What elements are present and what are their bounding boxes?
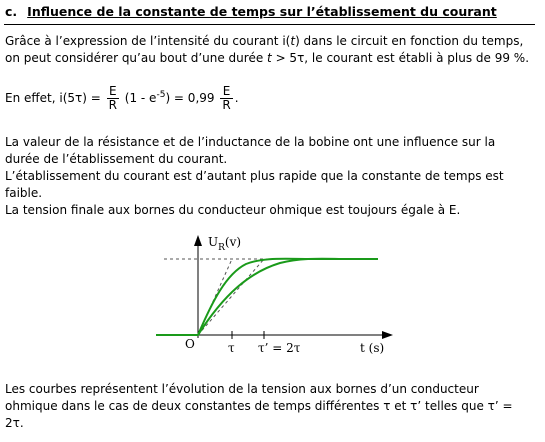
fraction-denominator: R — [108, 98, 117, 112]
heading-divider — [4, 24, 535, 25]
intro-var-t2: t — [267, 51, 272, 65]
intro-var-t: t — [290, 34, 296, 48]
x-axis-label: t (s) — [360, 341, 385, 355]
intro-text-2: ) dans le circuit en fonction du temps, on peut considérer qu’au bout d’une durée — [5, 34, 524, 65]
paragraph-1: La valeur de la résistance et de l’inductance de la bobine ont une influence sur la durée de l’établissement du courant. — [5, 135, 496, 166]
section-heading — [5, 4, 497, 19]
formula-result: ) = 0,99 — [165, 91, 219, 105]
tick-label-tau-prime: τ’ = 2τ — [258, 341, 301, 355]
origin-label: O — [185, 337, 195, 351]
paragraph-2: L’établissement du courant est d’autant plus rapide que la constante de temps est faible. — [5, 169, 504, 200]
formula-exponent: -5 — [156, 90, 166, 100]
y-axis-arrow — [194, 235, 202, 246]
section-number: c. — [5, 4, 18, 19]
fraction2-denominator: R — [222, 98, 231, 112]
x-axis-arrow — [382, 331, 393, 339]
fraction2-numerator: E — [220, 85, 232, 99]
formula-end: . — [234, 91, 239, 105]
fraction-numerator: E — [107, 85, 119, 99]
formula-lead: En effet, i(5τ) = — [5, 91, 105, 105]
tangent-tau-prime — [198, 259, 264, 335]
section-title: Influence de la constante de temps sur l’établissement du courant — [27, 4, 497, 19]
paragraph-3: La tension finale aux bornes du conducteur ohmique est toujours égale à E. — [5, 203, 461, 217]
conclusion-paragraph: Les courbes représentent l’évolution de la tension aux bornes d’un conducteur ohmique dans le cas de deux constantes de temps différentes τ et τ’ telles que τ’ = 2τ. — [5, 382, 513, 430]
fraction-e-over-r — [107, 85, 119, 112]
intro-paragraph — [5, 33, 533, 67]
voltage-rise-diagram — [150, 230, 400, 360]
tick-label-tau: τ — [228, 341, 235, 355]
curve-tau — [156, 259, 378, 335]
intro-text-1: Grâce à l’expression de l’intensité du courant i( — [5, 34, 291, 48]
formula-line — [5, 85, 239, 112]
y-axis-label: $U_R(v)$ — [208, 235, 242, 253]
formula-mid: (1 - e — [124, 91, 157, 105]
curve-tau-prime — [198, 259, 378, 335]
intro-condition: > 5τ, le courant est établi à plus de 99 %. — [271, 51, 530, 65]
fraction-e-over-r-2 — [220, 85, 232, 112]
